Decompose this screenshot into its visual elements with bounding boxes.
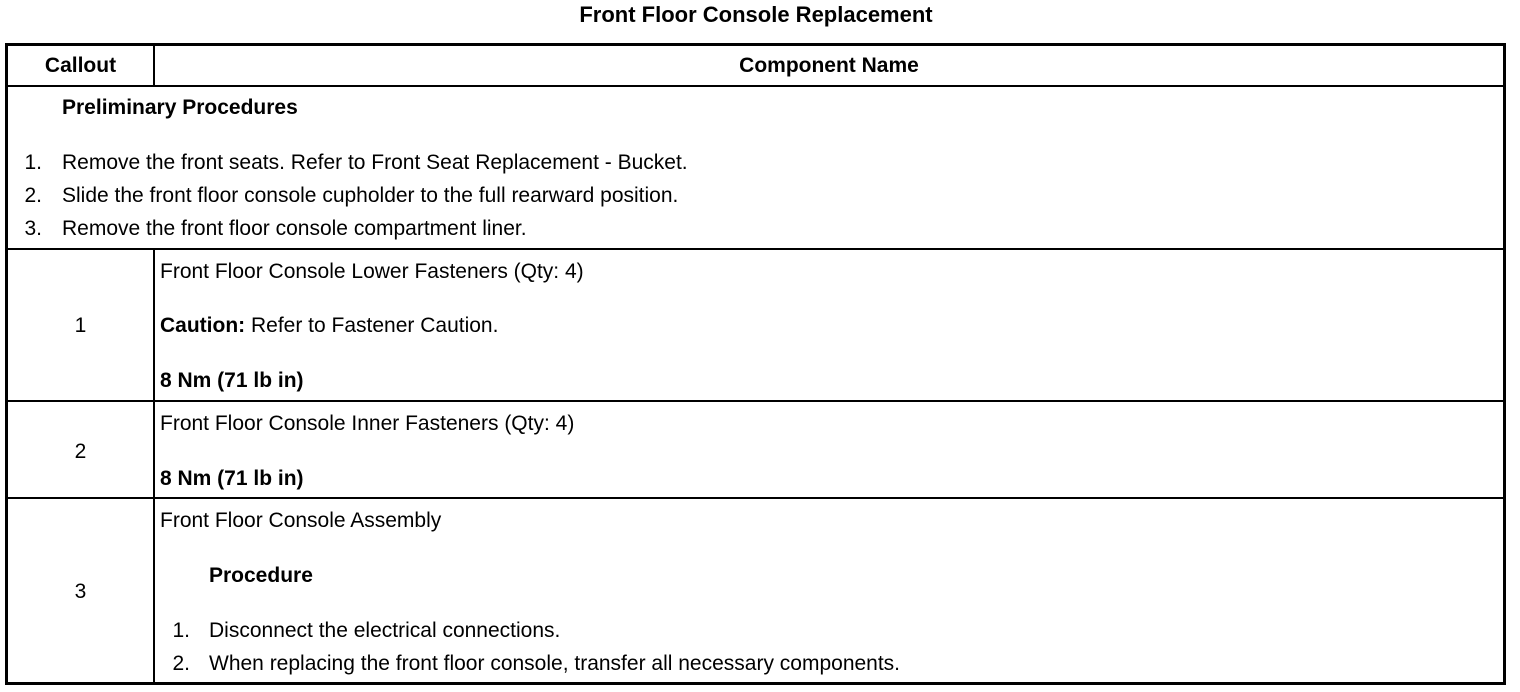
column-divider [153, 248, 155, 682]
step-text: Disconnect the electrical connections. [209, 619, 561, 642]
component-name: Front Floor Console Lower Fasteners (Qty: 4) [160, 260, 584, 283]
step-number: 1. [24, 151, 42, 174]
procedure-heading: Procedure [209, 564, 313, 587]
list-item [16, 183, 678, 209]
step-text: Remove the front floor console compartment liner. [62, 217, 527, 240]
torque-spec: 8 Nm (71 lb in) [160, 369, 304, 392]
step-text: Slide the front floor console cupholder to the full rearward position. [62, 184, 679, 207]
header-component-name: Component Name [739, 54, 919, 77]
preliminary-heading: Preliminary Procedures [62, 96, 298, 119]
component-name: Front Floor Console Inner Fasteners (Qty: 4) [160, 412, 575, 435]
list-item [16, 216, 527, 242]
list-item [160, 651, 900, 677]
step-number: 2. [24, 184, 42, 207]
row-divider [8, 497, 1503, 499]
step-number: 1. [172, 619, 190, 642]
torque-spec: 8 Nm (71 lb in) [160, 467, 304, 490]
caution-note [160, 313, 498, 339]
component-name: Front Floor Console Assembly [160, 509, 442, 532]
step-number: 2. [172, 652, 190, 675]
caution-text: Refer to Fastener Caution. [245, 314, 499, 337]
page-title: Front Floor Console Replacement [579, 2, 933, 27]
header-divider [8, 85, 1503, 87]
list-item [160, 618, 560, 644]
callout-number: 2 [74, 440, 87, 463]
step-text: Remove the front seats. Refer to Front Seat Replacement - Bucket. [62, 151, 688, 174]
list-item [16, 150, 688, 176]
step-text: When replacing the front floor console, transfer all necessary components. [209, 652, 901, 675]
procedure-table [5, 43, 1506, 685]
row-divider [8, 248, 1503, 250]
callout-number: 1 [74, 314, 87, 337]
step-number: 3. [24, 217, 42, 240]
caution-label: Caution: [160, 314, 246, 337]
row-divider [8, 400, 1503, 402]
callout-number: 3 [74, 580, 87, 603]
header-callout: Callout [44, 54, 117, 77]
